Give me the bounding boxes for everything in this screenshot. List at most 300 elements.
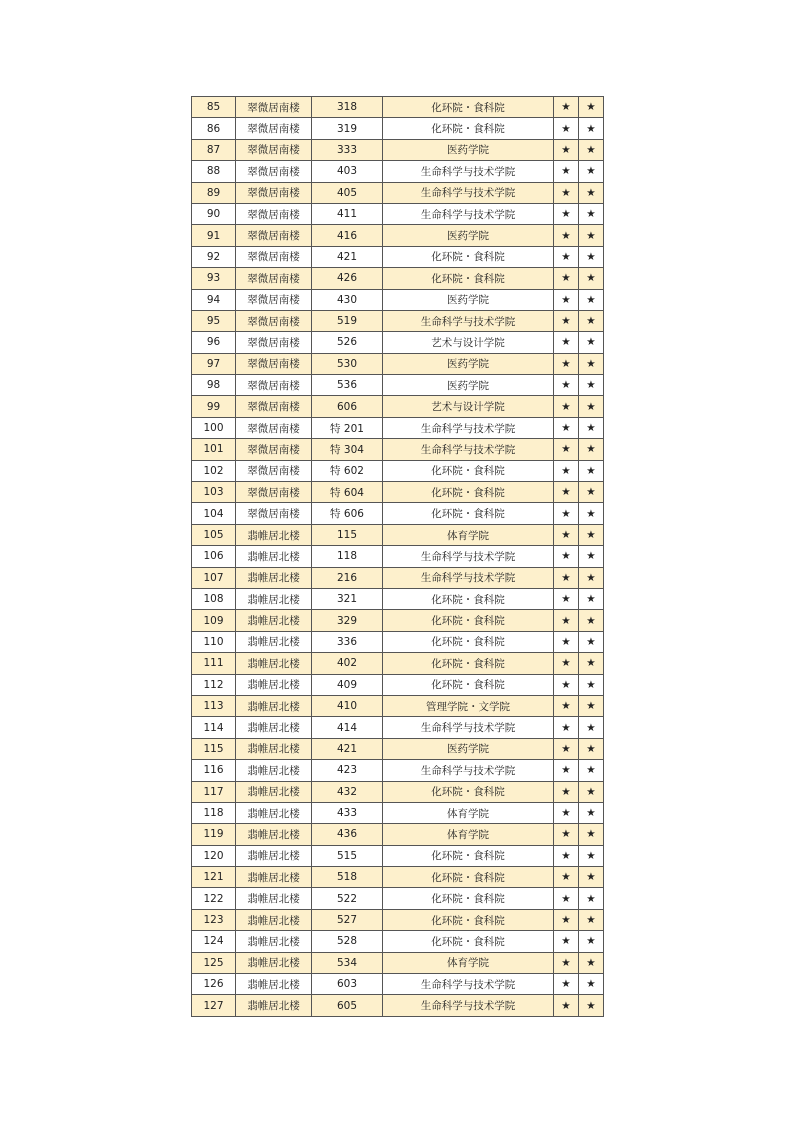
star-mark-2: ★: [579, 353, 604, 374]
star-mark-2: ★: [579, 375, 604, 396]
college-cell: 医药学院: [383, 353, 554, 374]
table-row: [192, 161, 604, 182]
building-cell: 翠微居南楼: [236, 417, 312, 438]
star-mark-1: ★: [554, 203, 579, 224]
star-mark-1: ★: [554, 824, 579, 845]
building-cell: 翡帷居北楼: [236, 845, 312, 866]
row-number-cell: 114: [192, 717, 236, 738]
row-number-cell: 108: [192, 588, 236, 609]
college-cell: 化环院・食科院: [383, 268, 554, 289]
star-mark-2: ★: [579, 524, 604, 545]
college-cell: 医药学院: [383, 375, 554, 396]
room-cell: 421: [312, 738, 383, 759]
star-mark-1: ★: [554, 289, 579, 310]
room-cell: 433: [312, 802, 383, 823]
college-cell: 化环院・食科院: [383, 653, 554, 674]
building-cell: 翡帷居北楼: [236, 610, 312, 631]
row-number-cell: 103: [192, 482, 236, 503]
room-cell: 526: [312, 332, 383, 353]
building-cell: 翠微居南楼: [236, 460, 312, 481]
college-cell: 生命科学与技术学院: [383, 974, 554, 995]
building-cell: 翠微居南楼: [236, 246, 312, 267]
building-cell: 翡帷居北楼: [236, 867, 312, 888]
star-mark-2: ★: [579, 482, 604, 503]
college-cell: 化环院・食科院: [383, 631, 554, 652]
college-cell: 化环院・食科院: [383, 674, 554, 695]
college-cell: 医药学院: [383, 289, 554, 310]
building-cell: 翠微居南楼: [236, 139, 312, 160]
star-mark-1: ★: [554, 524, 579, 545]
star-mark-1: ★: [554, 375, 579, 396]
table-row: [192, 610, 604, 631]
table-row: [192, 310, 604, 331]
room-cell: 特 201: [312, 417, 383, 438]
table-row: [192, 375, 604, 396]
college-cell: 管理学院・文学院: [383, 695, 554, 716]
building-cell: 翠微居南楼: [236, 482, 312, 503]
room-cell: 405: [312, 182, 383, 203]
table-row: [192, 97, 604, 118]
building-cell: 翠微居南楼: [236, 268, 312, 289]
college-cell: 医药学院: [383, 139, 554, 160]
room-cell: 518: [312, 867, 383, 888]
room-cell: 329: [312, 610, 383, 631]
table-row: [192, 909, 604, 930]
building-cell: 翡帷居北楼: [236, 674, 312, 695]
room-cell: 423: [312, 760, 383, 781]
room-cell: 118: [312, 546, 383, 567]
row-number-cell: 113: [192, 695, 236, 716]
star-mark-2: ★: [579, 97, 604, 118]
college-cell: 生命科学与技术学院: [383, 182, 554, 203]
building-cell: 翠微居南楼: [236, 396, 312, 417]
star-mark-1: ★: [554, 268, 579, 289]
college-cell: 体育学院: [383, 802, 554, 823]
college-cell: 医药学院: [383, 225, 554, 246]
room-cell: 321: [312, 588, 383, 609]
star-mark-2: ★: [579, 674, 604, 695]
star-mark-2: ★: [579, 738, 604, 759]
row-number-cell: 117: [192, 781, 236, 802]
star-mark-1: ★: [554, 460, 579, 481]
star-mark-1: ★: [554, 546, 579, 567]
row-number-cell: 104: [192, 503, 236, 524]
college-cell: 化环院・食科院: [383, 931, 554, 952]
table-row: [192, 695, 604, 716]
college-cell: 生命科学与技术学院: [383, 439, 554, 460]
room-cell: 318: [312, 97, 383, 118]
table-row: [192, 824, 604, 845]
building-cell: 翠微居南楼: [236, 289, 312, 310]
star-mark-2: ★: [579, 332, 604, 353]
college-cell: 化环院・食科院: [383, 460, 554, 481]
college-cell: 化环院・食科院: [383, 867, 554, 888]
room-cell: 603: [312, 974, 383, 995]
star-mark-2: ★: [579, 781, 604, 802]
college-cell: 生命科学与技术学院: [383, 161, 554, 182]
star-mark-1: ★: [554, 631, 579, 652]
college-cell: 化环院・食科院: [383, 781, 554, 802]
building-cell: 翡帷居北楼: [236, 952, 312, 973]
college-cell: 体育学院: [383, 824, 554, 845]
row-number-cell: 110: [192, 631, 236, 652]
row-number-cell: 102: [192, 460, 236, 481]
star-mark-2: ★: [579, 631, 604, 652]
building-cell: 翠微居南楼: [236, 503, 312, 524]
star-mark-1: ★: [554, 353, 579, 374]
star-mark-2: ★: [579, 588, 604, 609]
table-row: [192, 289, 604, 310]
star-mark-2: ★: [579, 268, 604, 289]
star-mark-1: ★: [554, 717, 579, 738]
star-mark-2: ★: [579, 610, 604, 631]
row-number-cell: 107: [192, 567, 236, 588]
star-mark-1: ★: [554, 588, 579, 609]
table-row: [192, 460, 604, 481]
table-row: [192, 567, 604, 588]
star-mark-2: ★: [579, 161, 604, 182]
table-row: [192, 182, 604, 203]
room-cell: 416: [312, 225, 383, 246]
table-row: [192, 653, 604, 674]
star-mark-2: ★: [579, 995, 604, 1016]
college-cell: 生命科学与技术学院: [383, 203, 554, 224]
row-number-cell: 91: [192, 225, 236, 246]
star-mark-1: ★: [554, 97, 579, 118]
room-cell: 528: [312, 931, 383, 952]
row-number-cell: 118: [192, 802, 236, 823]
row-number-cell: 86: [192, 118, 236, 139]
college-cell: 体育学院: [383, 952, 554, 973]
table-row: [192, 845, 604, 866]
room-cell: 特 606: [312, 503, 383, 524]
building-cell: 翡帷居北楼: [236, 695, 312, 716]
row-number-cell: 90: [192, 203, 236, 224]
college-cell: 艺术与设计学院: [383, 396, 554, 417]
building-cell: 翡帷居北楼: [236, 717, 312, 738]
star-mark-1: ★: [554, 867, 579, 888]
building-cell: 翠微居南楼: [236, 375, 312, 396]
row-number-cell: 97: [192, 353, 236, 374]
building-cell: 翠微居南楼: [236, 310, 312, 331]
star-mark-2: ★: [579, 460, 604, 481]
star-mark-1: ★: [554, 332, 579, 353]
table-row: [192, 781, 604, 802]
star-mark-1: ★: [554, 225, 579, 246]
table-row: [192, 588, 604, 609]
room-cell: 436: [312, 824, 383, 845]
room-cell: 430: [312, 289, 383, 310]
building-cell: 翡帷居北楼: [236, 588, 312, 609]
star-mark-2: ★: [579, 118, 604, 139]
star-mark-2: ★: [579, 888, 604, 909]
room-cell: 414: [312, 717, 383, 738]
row-number-cell: 96: [192, 332, 236, 353]
building-cell: 翡帷居北楼: [236, 546, 312, 567]
star-mark-2: ★: [579, 695, 604, 716]
star-mark-1: ★: [554, 695, 579, 716]
building-cell: 翡帷居北楼: [236, 631, 312, 652]
table-row: [192, 738, 604, 759]
star-mark-1: ★: [554, 760, 579, 781]
room-cell: 410: [312, 695, 383, 716]
table-row: [192, 974, 604, 995]
star-mark-1: ★: [554, 802, 579, 823]
college-cell: 艺术与设计学院: [383, 332, 554, 353]
building-cell: 翠微居南楼: [236, 332, 312, 353]
building-cell: 翡帷居北楼: [236, 781, 312, 802]
star-mark-2: ★: [579, 396, 604, 417]
star-mark-2: ★: [579, 182, 604, 203]
building-cell: 翡帷居北楼: [236, 567, 312, 588]
row-number-cell: 115: [192, 738, 236, 759]
star-mark-2: ★: [579, 802, 604, 823]
building-cell: 翡帷居北楼: [236, 802, 312, 823]
table-row: [192, 631, 604, 652]
building-cell: 翡帷居北楼: [236, 824, 312, 845]
row-number-cell: 123: [192, 909, 236, 930]
college-cell: 化环院・食科院: [383, 118, 554, 139]
building-cell: 翡帷居北楼: [236, 760, 312, 781]
star-mark-2: ★: [579, 139, 604, 160]
star-mark-2: ★: [579, 867, 604, 888]
row-number-cell: 127: [192, 995, 236, 1016]
college-cell: 生命科学与技术学院: [383, 760, 554, 781]
room-cell: 432: [312, 781, 383, 802]
star-mark-1: ★: [554, 417, 579, 438]
table-row: [192, 332, 604, 353]
row-number-cell: 126: [192, 974, 236, 995]
row-number-cell: 87: [192, 139, 236, 160]
dormitory-table: [191, 96, 604, 1017]
college-cell: 生命科学与技术学院: [383, 417, 554, 438]
row-number-cell: 124: [192, 931, 236, 952]
star-mark-2: ★: [579, 653, 604, 674]
building-cell: 翡帷居北楼: [236, 738, 312, 759]
building-cell: 翠微居南楼: [236, 353, 312, 374]
table-row: [192, 867, 604, 888]
star-mark-2: ★: [579, 567, 604, 588]
star-mark-2: ★: [579, 417, 604, 438]
row-number-cell: 99: [192, 396, 236, 417]
star-mark-1: ★: [554, 931, 579, 952]
star-mark-2: ★: [579, 310, 604, 331]
star-mark-1: ★: [554, 974, 579, 995]
star-mark-2: ★: [579, 203, 604, 224]
table-row: [192, 931, 604, 952]
building-cell: 翡帷居北楼: [236, 909, 312, 930]
room-cell: 319: [312, 118, 383, 139]
college-cell: 生命科学与技术学院: [383, 546, 554, 567]
star-mark-2: ★: [579, 546, 604, 567]
star-mark-1: ★: [554, 888, 579, 909]
row-number-cell: 85: [192, 97, 236, 118]
table-row: [192, 888, 604, 909]
room-cell: 605: [312, 995, 383, 1016]
room-cell: 519: [312, 310, 383, 331]
room-cell: 216: [312, 567, 383, 588]
star-mark-2: ★: [579, 289, 604, 310]
row-number-cell: 119: [192, 824, 236, 845]
row-number-cell: 93: [192, 268, 236, 289]
table-row: [192, 139, 604, 160]
star-mark-1: ★: [554, 161, 579, 182]
star-mark-1: ★: [554, 182, 579, 203]
row-number-cell: 109: [192, 610, 236, 631]
table-row: [192, 268, 604, 289]
building-cell: 翠微居南楼: [236, 439, 312, 460]
table-row: [192, 503, 604, 524]
building-cell: 翠微居南楼: [236, 118, 312, 139]
table-row: [192, 482, 604, 503]
star-mark-1: ★: [554, 781, 579, 802]
table-row: [192, 760, 604, 781]
star-mark-2: ★: [579, 845, 604, 866]
college-cell: 生命科学与技术学院: [383, 717, 554, 738]
row-number-cell: 121: [192, 867, 236, 888]
building-cell: 翡帷居北楼: [236, 524, 312, 545]
row-number-cell: 95: [192, 310, 236, 331]
star-mark-1: ★: [554, 952, 579, 973]
college-cell: 化环院・食科院: [383, 845, 554, 866]
star-mark-2: ★: [579, 974, 604, 995]
room-cell: 特 602: [312, 460, 383, 481]
college-cell: 化环院・食科院: [383, 888, 554, 909]
table-row: [192, 546, 604, 567]
table-row: [192, 524, 604, 545]
room-cell: 409: [312, 674, 383, 695]
row-number-cell: 116: [192, 760, 236, 781]
table-row: [192, 396, 604, 417]
star-mark-1: ★: [554, 674, 579, 695]
star-mark-2: ★: [579, 952, 604, 973]
row-number-cell: 88: [192, 161, 236, 182]
star-mark-2: ★: [579, 225, 604, 246]
star-mark-1: ★: [554, 118, 579, 139]
college-cell: 化环院・食科院: [383, 482, 554, 503]
college-cell: 化环院・食科院: [383, 909, 554, 930]
college-cell: 生命科学与技术学院: [383, 995, 554, 1016]
row-number-cell: 101: [192, 439, 236, 460]
table-row: [192, 203, 604, 224]
row-number-cell: 100: [192, 417, 236, 438]
room-cell: 115: [312, 524, 383, 545]
college-cell: 化环院・食科院: [383, 246, 554, 267]
room-cell: 411: [312, 203, 383, 224]
building-cell: 翠微居南楼: [236, 203, 312, 224]
table-row: [192, 802, 604, 823]
college-cell: 医药学院: [383, 738, 554, 759]
table-row: [192, 246, 604, 267]
college-cell: 生命科学与技术学院: [383, 310, 554, 331]
building-cell: 翡帷居北楼: [236, 653, 312, 674]
building-cell: 翡帷居北楼: [236, 974, 312, 995]
building-cell: 翡帷居北楼: [236, 931, 312, 952]
table-row: [192, 995, 604, 1016]
star-mark-2: ★: [579, 760, 604, 781]
building-cell: 翡帷居北楼: [236, 995, 312, 1016]
table-row: [192, 353, 604, 374]
star-mark-1: ★: [554, 439, 579, 460]
star-mark-2: ★: [579, 909, 604, 930]
room-cell: 336: [312, 631, 383, 652]
table-row: [192, 717, 604, 738]
row-number-cell: 106: [192, 546, 236, 567]
row-number-cell: 94: [192, 289, 236, 310]
table-row: [192, 118, 604, 139]
table-body: [192, 97, 604, 1017]
star-mark-1: ★: [554, 503, 579, 524]
row-number-cell: 112: [192, 674, 236, 695]
row-number-cell: 125: [192, 952, 236, 973]
row-number-cell: 89: [192, 182, 236, 203]
room-cell: 426: [312, 268, 383, 289]
table-row: [192, 225, 604, 246]
star-mark-1: ★: [554, 653, 579, 674]
room-cell: 536: [312, 375, 383, 396]
college-cell: 化环院・食科院: [383, 97, 554, 118]
college-cell: 化环院・食科院: [383, 503, 554, 524]
table-row: [192, 952, 604, 973]
building-cell: 翠微居南楼: [236, 182, 312, 203]
star-mark-1: ★: [554, 139, 579, 160]
building-cell: 翡帷居北楼: [236, 888, 312, 909]
room-cell: 特 604: [312, 482, 383, 503]
star-mark-2: ★: [579, 824, 604, 845]
room-cell: 522: [312, 888, 383, 909]
star-mark-1: ★: [554, 567, 579, 588]
star-mark-2: ★: [579, 246, 604, 267]
college-cell: 生命科学与技术学院: [383, 567, 554, 588]
star-mark-2: ★: [579, 717, 604, 738]
row-number-cell: 111: [192, 653, 236, 674]
row-number-cell: 92: [192, 246, 236, 267]
room-cell: 403: [312, 161, 383, 182]
row-number-cell: 98: [192, 375, 236, 396]
star-mark-1: ★: [554, 738, 579, 759]
star-mark-2: ★: [579, 503, 604, 524]
table-row: [192, 417, 604, 438]
table-row: [192, 674, 604, 695]
star-mark-1: ★: [554, 396, 579, 417]
room-cell: 515: [312, 845, 383, 866]
star-mark-1: ★: [554, 246, 579, 267]
building-cell: 翠微居南楼: [236, 97, 312, 118]
row-number-cell: 122: [192, 888, 236, 909]
star-mark-1: ★: [554, 310, 579, 331]
star-mark-1: ★: [554, 482, 579, 503]
row-number-cell: 105: [192, 524, 236, 545]
college-cell: 化环院・食科院: [383, 610, 554, 631]
college-cell: 体育学院: [383, 524, 554, 545]
room-cell: 402: [312, 653, 383, 674]
star-mark-1: ★: [554, 610, 579, 631]
star-mark-1: ★: [554, 909, 579, 930]
college-cell: 化环院・食科院: [383, 588, 554, 609]
building-cell: 翠微居南楼: [236, 225, 312, 246]
room-cell: 333: [312, 139, 383, 160]
star-mark-2: ★: [579, 931, 604, 952]
room-cell: 特 304: [312, 439, 383, 460]
room-cell: 534: [312, 952, 383, 973]
room-cell: 421: [312, 246, 383, 267]
table-row: [192, 439, 604, 460]
room-cell: 530: [312, 353, 383, 374]
star-mark-1: ★: [554, 845, 579, 866]
star-mark-1: ★: [554, 995, 579, 1016]
row-number-cell: 120: [192, 845, 236, 866]
star-mark-2: ★: [579, 439, 604, 460]
